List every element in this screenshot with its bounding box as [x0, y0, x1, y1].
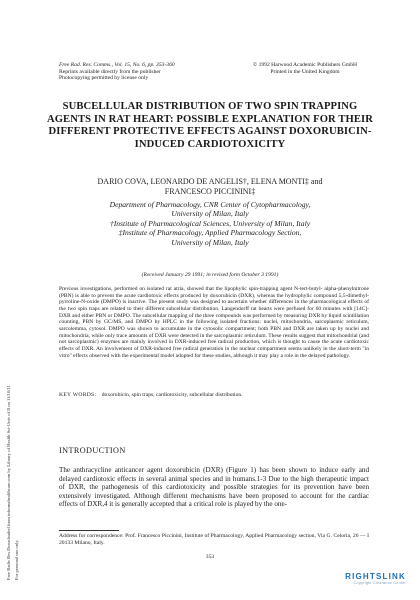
author-list [50, 177, 370, 197]
affiliations [50, 200, 370, 247]
affiliation-2: †Institute of Pharmacological Sciences, University of Milan, Italy [109, 218, 311, 228]
authors-line-1: DARIO COVA, LEONARDO DE ANGELIS†, ELENA MONTI‡ and [97, 177, 323, 186]
affiliation-3-line-2: University of Milan, Italy [171, 237, 249, 247]
page-number: 353 [205, 554, 215, 560]
reprints-note: Reprints available directly from the publisher [59, 68, 161, 75]
affiliation-1-line-2: University of Milan, Italy [171, 209, 249, 219]
affiliation-1-line-1: Department of Pharmacology, CNR Center of Cytopharmacology, [109, 200, 311, 209]
photocopying-note: Photocopying permitted by license only [59, 75, 149, 82]
abstract-text: Previous investigations, performed on isolated rat atria, showed that the lipophylic spin-trapping agent N-tert-butyl- alpha-phenylnitrone (PBN) is able to prevent the acute cardiotoxic effects produced by doxorubicin (DXR), whereas the hydrophylic compound 5,5-dimethyl-pyrroline-N-oxide (DMPO) is inactive. The present study was designed to ascertain whether differences in the pharmacological effects of the two spin traps are related to their different subcellular distribution. Langendorff rat hearts were perfused for 60 minutes with [14C]-DXR and either PBN or DMPO. The subcellular mapping of the three compounds was performed by measuring DXR by liquid scintillation counting, PBN by GC/MS, and DMPO by HPLC in the following isolated fractions: nuclei, mitochondria, sarcoplasmic reticulum, sarcolemma, cytosol. DMPO was shown to accumulate in the cytosolic compartment; both PBN and DXR are taken up by nuclei and mitochondria, while only trace amounts of DXR were detected in the sarcoplasmic reticulum. These results suggest that mitochondrial (and not sarcoplasmic) enzymes are mainly involved in DXR-induced free radical production, which is thought to cause the acute cardiotoxic effects of DXR. An involvement of DXR-induced free radical generation in the nuclear compartment seems unlikely in the short-term "in vitro" effects observed with the experimental model adopted for these studies, although it may play a role in the delayed pathology. [59, 286, 370, 359]
section-heading-introduction: INTRODUCTION [59, 446, 126, 455]
authors-line-2: FRANCESCO PICCININI‡ [164, 187, 256, 196]
keywords-list: doxorubicin, spin traps, cardiotoxicity, subcellular distribution. [101, 392, 243, 398]
download-note-line-2: For personal use only. [14, 539, 19, 580]
keywords-label: KEY WORDS: [59, 392, 97, 398]
introduction-paragraph: The anthracycline anticancer agent doxorubicin (DXR) (Figure 1) has been shown to induce early and delayed cardiotoxic effects in several animal species and in humans.1-3 Due to the high therapeutic impact of DXR, the pathogenesis of this cardiotoxicity and possible strategies for its prevention have been extensively investigated. Although different mechanisms have been proposed to account for the cardiac effects of DXR,4 it is generally accepted that a critical role is played by the one- [59, 466, 369, 508]
rightslink-watermark[interactable] [326, 572, 406, 585]
correspondence-footnote: Address for correspondence: Prof. Francesco Piccinini, Institute of Pharmacology, Applied Pharmacology section, Via G. Celoria, 26 — I 20133 Milano, Italy. [59, 533, 369, 546]
download-note-sidebar [2, 150, 24, 580]
received-dates: (Received January 29 1991; in revised form October 3 1991) [141, 272, 279, 278]
journal-citation: Free Rad. Res. Comms., Vol. 15, No. 6, pp. 353-360 [59, 62, 175, 68]
article-title: SUBCELLULAR DISTRIBUTION OF TWO SPIN TRAPPING AGENTS IN RAT HEART: POSSIBLE EXPLANATION FOR THEIR DIFFERENT PROTECTIVE EFFECTS AGAINST DOXORUBICIN-INDUCED CARDIOTOXICITY [46, 101, 374, 150]
keywords-line [59, 392, 369, 398]
download-note-line-1: Free Radic Res Downloaded from informahealthcare.com by Library of Health Sci-Univ of Il on 11/10/11 [6, 385, 11, 580]
copyright-line: © 1992 Harwood Academic Publishers GmbH [252, 62, 358, 68]
journal-header-right [240, 62, 370, 75]
rightslink-tagline: Copyright Clearance Center [353, 581, 406, 585]
rightslink-logo-text: RIGHTSLINK [345, 572, 406, 581]
printed-in-line: Printed in the United Kingdom [270, 68, 340, 75]
journal-header-left [59, 62, 175, 82]
affiliation-3-line-1: ‡Institute of Pharmacology, Applied Pharmacology Section, [118, 228, 302, 238]
footnote-divider [59, 530, 119, 531]
